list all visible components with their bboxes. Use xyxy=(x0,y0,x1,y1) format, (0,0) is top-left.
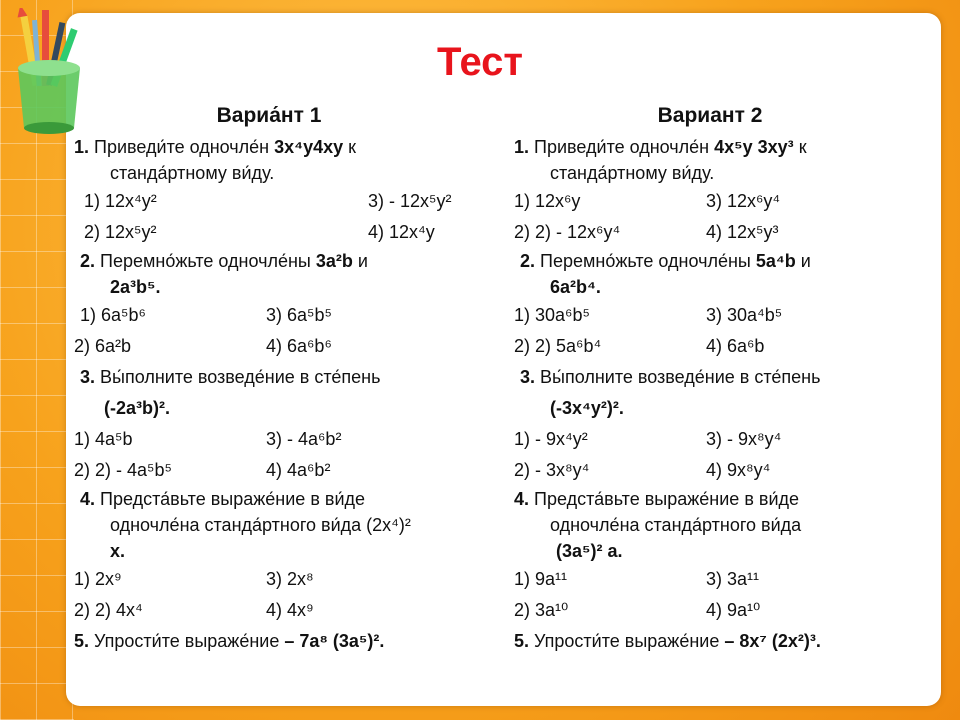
v2-q4-option-2[interactable]: 2) 3a¹⁰ xyxy=(514,600,569,620)
v1-q1-option-2[interactable]: 2) 12x⁵y² xyxy=(84,222,157,242)
v1-q4-line2: одночле́на станда́ртного ви́да (2x⁴)² xyxy=(110,515,411,535)
v1-q2-line1: 2. Перемно́жьте одночле́ны 3a²b и xyxy=(80,251,368,271)
v1-q3-line2: (-2a³b)². xyxy=(104,398,170,418)
v1-q1-line2: станда́ртному ви́ду. xyxy=(110,163,275,183)
v2-q3-option-2[interactable]: 2) - 3x⁸y⁴ xyxy=(514,460,590,480)
v2-q4-line3: (3a⁵)² a. xyxy=(556,541,623,561)
v1-q4-options-row2 xyxy=(74,595,494,626)
v2-q4-options-row1 xyxy=(514,564,934,595)
v2-q3-option-4[interactable]: 4) 9x⁸y⁴ xyxy=(706,460,771,480)
v1-q4-option-2[interactable]: 2) 2) 4x⁴ xyxy=(74,600,143,620)
v2-q1-line2: станда́ртному ви́ду. xyxy=(550,163,715,183)
v1-q1-line1: 1. Приведи́те одночле́н 3x⁴y4xy к xyxy=(74,137,357,157)
v1-q1-options-row1 xyxy=(74,186,494,217)
variant-1-column xyxy=(74,104,494,657)
v2-q3-line1: 3. Вы́полните возведе́ние в сте́пень xyxy=(520,367,821,387)
variant-2-heading: Вариант 2 xyxy=(657,104,763,127)
v1-q2-options-row2 xyxy=(74,331,494,362)
v1-q1-option-4[interactable]: 4) 12x⁴y xyxy=(368,222,435,242)
v1-q3-option-1[interactable]: 1) 4a⁵b xyxy=(74,429,133,449)
v2-q2-option-2[interactable]: 2) 2) 5a⁶b⁴ xyxy=(514,336,602,356)
v1-q1-option-3[interactable]: 3) - 12x⁵y² xyxy=(368,191,452,211)
v1-q4-option-1[interactable]: 1) 2x⁹ xyxy=(74,569,122,589)
v1-q2-line2: 2a³b⁵. xyxy=(110,277,161,297)
v1-q4-line1: 4. Предста́вьте выраже́ние в ви́де xyxy=(80,489,366,509)
v2-q1-option-4[interactable]: 4) 12x⁵y³ xyxy=(706,222,779,242)
v1-q2-option-4[interactable]: 4) 6a⁶b⁶ xyxy=(266,336,332,356)
v1-q1-options-row2 xyxy=(74,217,494,248)
v2-q1-options-row2 xyxy=(514,217,934,248)
v2-q5-line1: 5. Упрости́те выраже́ние – 8x⁷ (2x²)³. xyxy=(514,631,821,651)
v2-q2-options-row1 xyxy=(514,300,934,331)
v1-q2-option-2[interactable]: 2) 6a²b xyxy=(74,336,132,356)
variant-2-column xyxy=(514,104,934,657)
v2-q1-option-1[interactable]: 1) 12x⁶y xyxy=(514,191,581,211)
v2-q4-line1: 4. Предста́вьте выраже́ние в ви́де xyxy=(514,489,800,509)
v2-q3-line2: (-3x⁴y²)². xyxy=(550,398,624,418)
v2-q4-options-row2 xyxy=(514,595,934,626)
v2-q3-option-1[interactable]: 1) - 9x⁴y² xyxy=(514,429,588,449)
v2-q1-line1: 1. Приведи́те одночле́н 4x⁵y 3xy³ к xyxy=(514,137,807,157)
v2-q3-options-row1 xyxy=(514,424,934,455)
v1-q4-options-row1 xyxy=(74,564,494,595)
v2-q2-option-3[interactable]: 3) 30a⁴b⁵ xyxy=(706,305,783,325)
variant-1-heading: Вариа́нт 1 xyxy=(216,104,322,127)
v1-q4-line3: x. xyxy=(110,541,126,561)
v1-q2-option-1[interactable]: 1) 6a⁵b⁶ xyxy=(80,305,146,325)
v2-q4-option-1[interactable]: 1) 9a¹¹ xyxy=(514,569,568,589)
v2-q1-option-3[interactable]: 3) 12x⁶y⁴ xyxy=(706,191,781,211)
v1-q1-option-1[interactable]: 1) 12x⁴y² xyxy=(84,191,157,211)
v1-q3-line1: 3. Вы́полните возведе́ние в сте́пень xyxy=(80,367,381,387)
v1-q3-option-3[interactable]: 3) - 4a⁶b² xyxy=(266,429,342,449)
v2-q2-options-row2 xyxy=(514,331,934,362)
v1-q4-option-4[interactable]: 4) 4x⁹ xyxy=(266,600,314,620)
v2-q2-line1: 2. Перемно́жьте одночле́ны 5a⁴b и xyxy=(520,251,811,271)
v2-q2-option-4[interactable]: 4) 6a⁶b xyxy=(706,336,765,356)
v1-q5-line1: 5. Упрости́те выраже́ние – 7a⁸ (3a⁵)². xyxy=(74,631,385,651)
v1-q3-options-row2 xyxy=(74,455,494,486)
v2-q2-line2: 6a²b⁴. xyxy=(550,277,601,297)
v1-q3-option-2[interactable]: 2) 2) - 4a⁵b⁵ xyxy=(74,460,172,480)
v2-q3-options-row2 xyxy=(514,455,934,486)
v1-q2-option-3[interactable]: 3) 6a⁵b⁵ xyxy=(266,305,332,325)
v2-q1-option-2[interactable]: 2) 2) - 12x⁶y⁴ xyxy=(514,222,621,242)
v2-q4-line2: одночле́на станда́ртного ви́да xyxy=(550,515,802,535)
v1-q3-options-row1 xyxy=(74,424,494,455)
v2-q2-option-1[interactable]: 1) 30a⁶b⁵ xyxy=(514,305,590,325)
v1-q2-options-row1 xyxy=(74,300,494,331)
v2-q4-option-3[interactable]: 3) 3a¹¹ xyxy=(706,569,760,589)
v2-q1-options-row1 xyxy=(514,186,934,217)
v2-q4-option-4[interactable]: 4) 9a¹⁰ xyxy=(706,600,761,620)
v1-q1-expr: 3x⁴y4xy xyxy=(274,137,344,157)
v1-q4-option-3[interactable]: 3) 2x⁸ xyxy=(266,569,314,589)
v1-q3-option-4[interactable]: 4) 4a⁶b² xyxy=(266,460,331,480)
v2-q3-option-3[interactable]: 3) - 9x⁸y⁴ xyxy=(706,429,782,449)
page-title: Тест xyxy=(437,40,523,84)
